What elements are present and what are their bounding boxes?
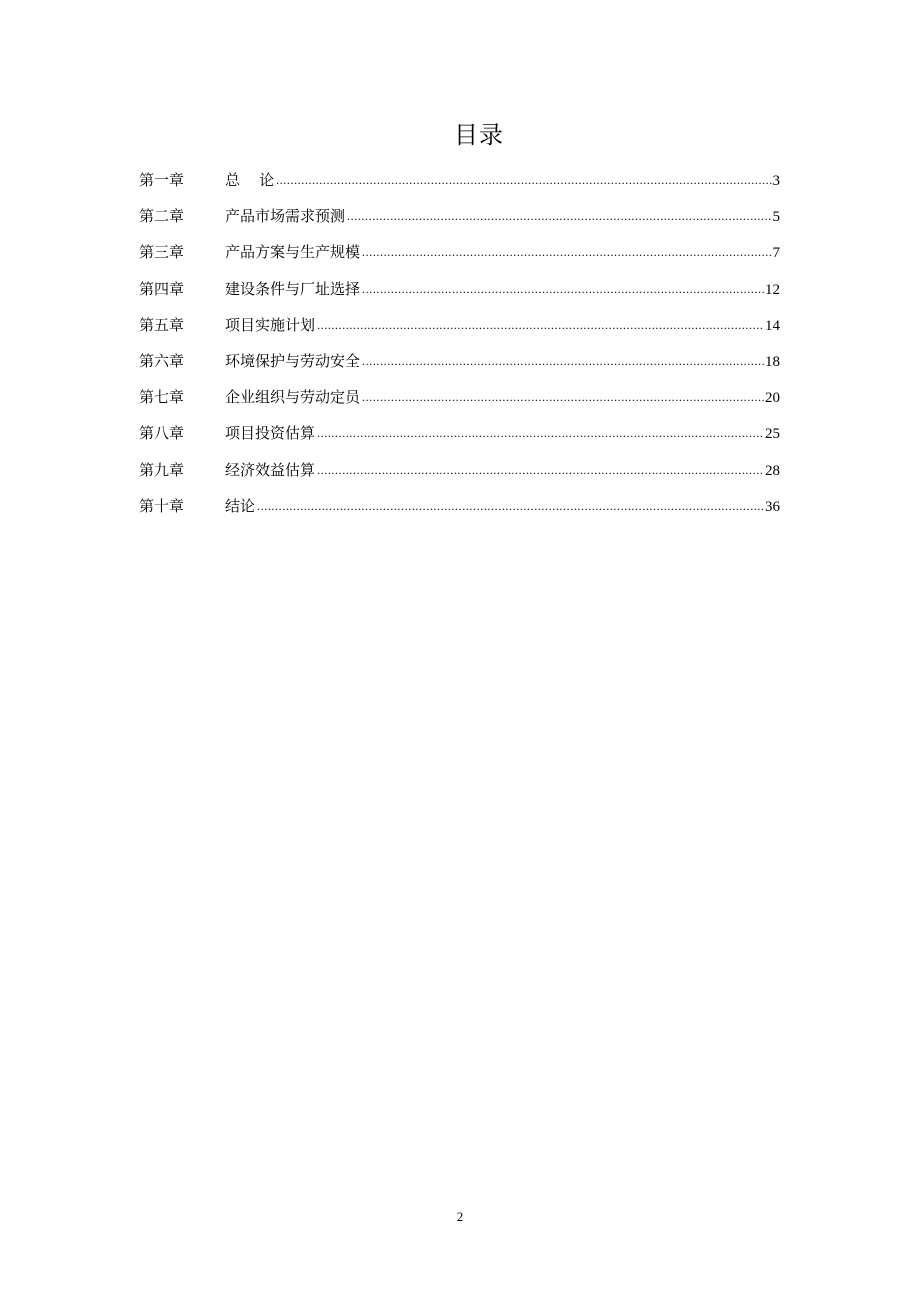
toc-page-number: 12 bbox=[765, 281, 780, 298]
toc-chapter-number: 第八章 bbox=[139, 424, 185, 443]
toc-chapter-number: 第二章 bbox=[139, 207, 185, 226]
toc-dot-leader bbox=[362, 343, 764, 379]
toc-page-number: 18 bbox=[765, 353, 780, 370]
toc-chapter-number: 第九章 bbox=[139, 460, 185, 479]
toc-chapter-title: 建设条件与厂址选择 bbox=[225, 279, 361, 298]
toc-chapter-number: 第三章 bbox=[139, 243, 185, 262]
toc-entry[interactable] bbox=[139, 488, 780, 524]
toc-title: 目录 bbox=[454, 121, 504, 149]
toc-dot-leader bbox=[362, 379, 764, 415]
toc-page-number: 20 bbox=[765, 390, 780, 407]
toc-dot-leader bbox=[347, 198, 771, 234]
toc-chapter-number: 第一章 bbox=[139, 171, 185, 189]
toc-chapter-title: 企业组织与劳动定员 bbox=[225, 388, 361, 407]
toc-page-number: 7 bbox=[772, 245, 780, 262]
toc-page-number: 5 bbox=[772, 209, 780, 226]
toc-entry[interactable] bbox=[139, 343, 780, 379]
toc-dot-leader bbox=[362, 234, 771, 270]
toc-entry[interactable] bbox=[139, 379, 780, 415]
toc-chapter-number: 第六章 bbox=[139, 351, 185, 370]
toc-chapter-number: 第五章 bbox=[139, 315, 185, 334]
toc-list bbox=[139, 162, 780, 524]
toc-entry[interactable] bbox=[139, 162, 780, 198]
toc-chapter-title: 项目实施计划 bbox=[225, 315, 316, 334]
toc-chapter-number: 第十章 bbox=[139, 496, 185, 515]
toc-entry[interactable] bbox=[139, 307, 780, 343]
toc-chapter-title: 环境保护与劳动安全 bbox=[225, 351, 361, 370]
toc-entry[interactable] bbox=[139, 234, 780, 270]
toc-entry[interactable] bbox=[139, 198, 780, 234]
page-number: 2 bbox=[456, 1209, 464, 1224]
toc-chapter-title: 结论 bbox=[225, 496, 256, 515]
toc-chapter-title: 项目投资估算 bbox=[225, 424, 316, 443]
toc-dot-leader bbox=[317, 415, 764, 451]
toc-page-number: 14 bbox=[765, 317, 780, 334]
toc-page-number: 28 bbox=[765, 462, 780, 479]
toc-dot-leader bbox=[317, 307, 764, 343]
toc-chapter-number: 第七章 bbox=[139, 388, 185, 407]
toc-dot-leader bbox=[362, 271, 764, 307]
toc-dot-leader bbox=[317, 452, 764, 488]
toc-chapter-title: 经济效益估算 bbox=[225, 460, 316, 479]
toc-page-number: 36 bbox=[765, 498, 780, 515]
toc-page-number: 25 bbox=[765, 426, 780, 443]
toc-chapter-number: 第四章 bbox=[139, 279, 185, 298]
toc-entry[interactable] bbox=[139, 271, 780, 307]
toc-dot-leader bbox=[257, 488, 764, 524]
toc-chapter-title: 产品市场需求预测 bbox=[225, 207, 346, 226]
toc-entry[interactable] bbox=[139, 415, 780, 451]
toc-chapter-title: 总 论 bbox=[225, 171, 275, 189]
toc-entry[interactable] bbox=[139, 452, 780, 488]
toc-dot-leader bbox=[276, 162, 771, 198]
toc-chapter-title: 产品方案与生产规模 bbox=[225, 243, 361, 262]
toc-page-number: 3 bbox=[772, 173, 780, 189]
